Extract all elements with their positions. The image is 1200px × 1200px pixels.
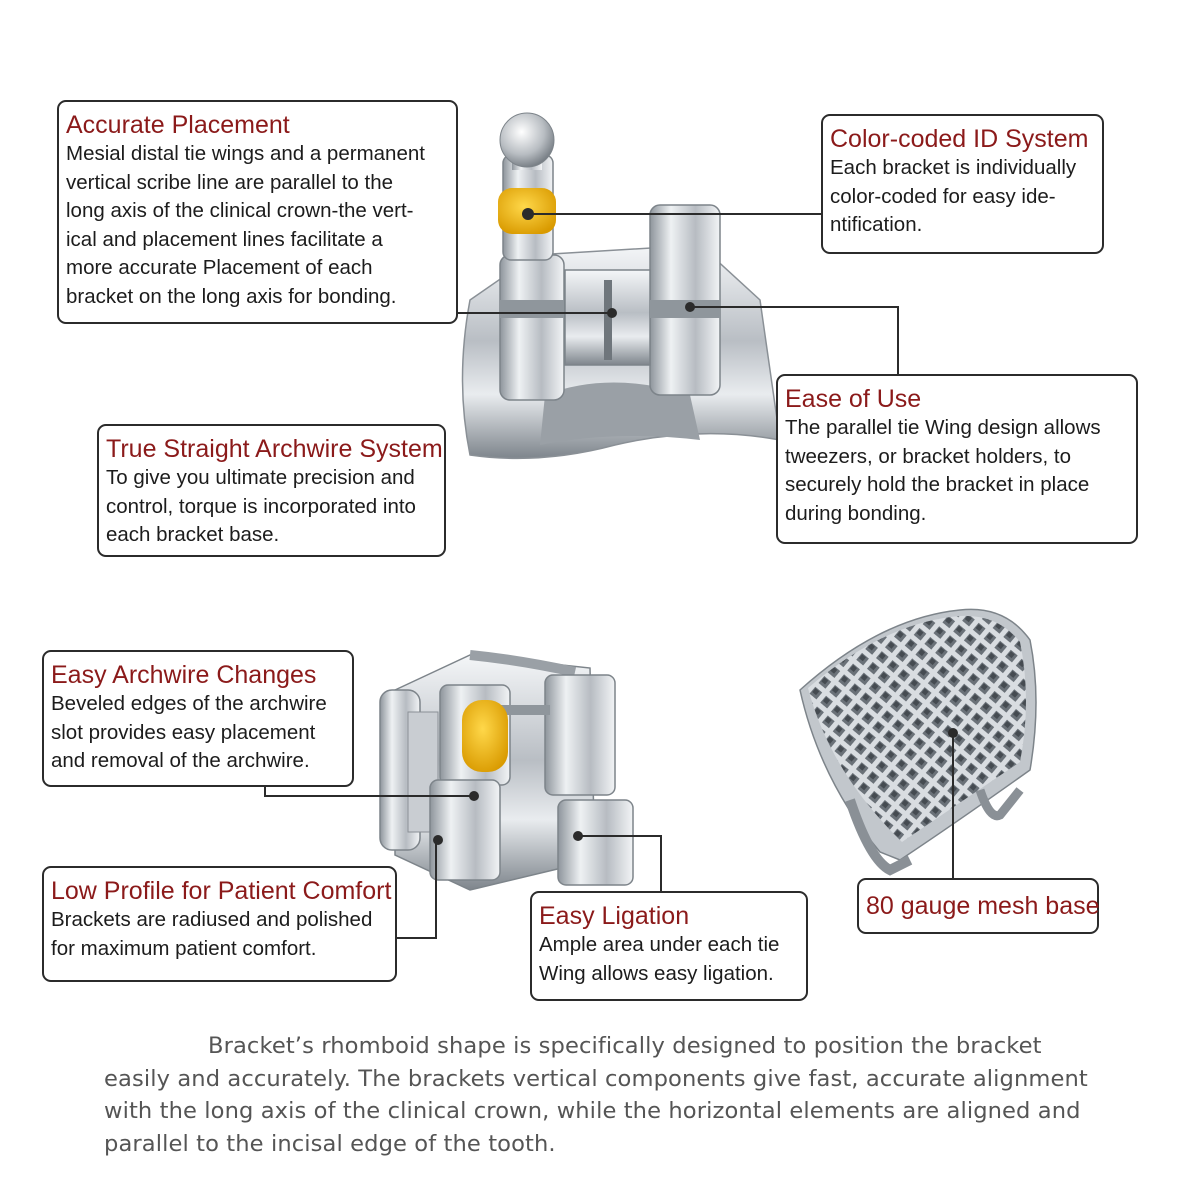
leader-archwire-changes	[265, 786, 474, 796]
callout-title: True Straight Archwire System	[106, 435, 443, 463]
callout-title: Accurate Placement	[66, 111, 290, 139]
callout-text: To give you ultimate precision and control, torque is incorporated into each bracket base.	[106, 466, 416, 547]
callout-title: Easy Archwire Changes	[51, 661, 317, 689]
callout-title: 80 gauge mesh base	[866, 892, 1100, 920]
leader-low-profile	[396, 840, 438, 938]
callout-title: Color-coded ID System	[830, 125, 1089, 153]
callout-text: Brackets are radiused and polished for maximum patient comfort.	[51, 908, 373, 960]
description-paragraph	[104, 1030, 1104, 1160]
callout-text: Beveled edges of the archwire slot provides easy placement and removal of the archwire.	[51, 692, 327, 773]
callout-accurate-placement	[57, 100, 458, 324]
callout-text: Mesial distal tie wings and a permanent vertical scribe line are parallel to the long axis of the clinical crown-the vert- ical and placement lines facilitate a more accurate Placement of each bracket on the long axis for bonding.	[66, 142, 425, 308]
callout-title: Ease of Use	[785, 385, 922, 413]
callout-easy-ligation	[530, 891, 808, 1001]
callout-text: Each bracket is individually color-coded for easy ide- ntification.	[830, 156, 1077, 237]
callout-low-profile	[42, 866, 397, 982]
description-text: Bracket’s rhomboid shape is specifically designed to position the bracket easily and accurately. The brackets vertical components give fast, accurate alignment with the long axis of the clinical crown, while the horizontal elements are aligned and parallel to the incisal edge of the tooth.	[104, 1033, 1088, 1157]
callout-ease-of-use	[776, 374, 1138, 544]
callout-title: Low Profile for Patient Comfort	[51, 877, 392, 905]
callout-text: The parallel tie Wing design allows tweezers, or bracket holders, to securely hold the bracket in place during bonding.	[785, 416, 1101, 525]
callout-text: Ample area under each tie Wing allows easy ligation.	[539, 933, 780, 985]
callout-mesh-base	[857, 878, 1099, 934]
leader-easy-ligation	[578, 836, 661, 893]
callout-title: Easy Ligation	[539, 902, 690, 930]
callout-easy-archwire-changes	[42, 650, 354, 787]
callout-true-straight-archwire	[97, 424, 446, 557]
leader-ease-of-use	[690, 307, 898, 375]
callout-color-coded-id	[821, 114, 1104, 254]
